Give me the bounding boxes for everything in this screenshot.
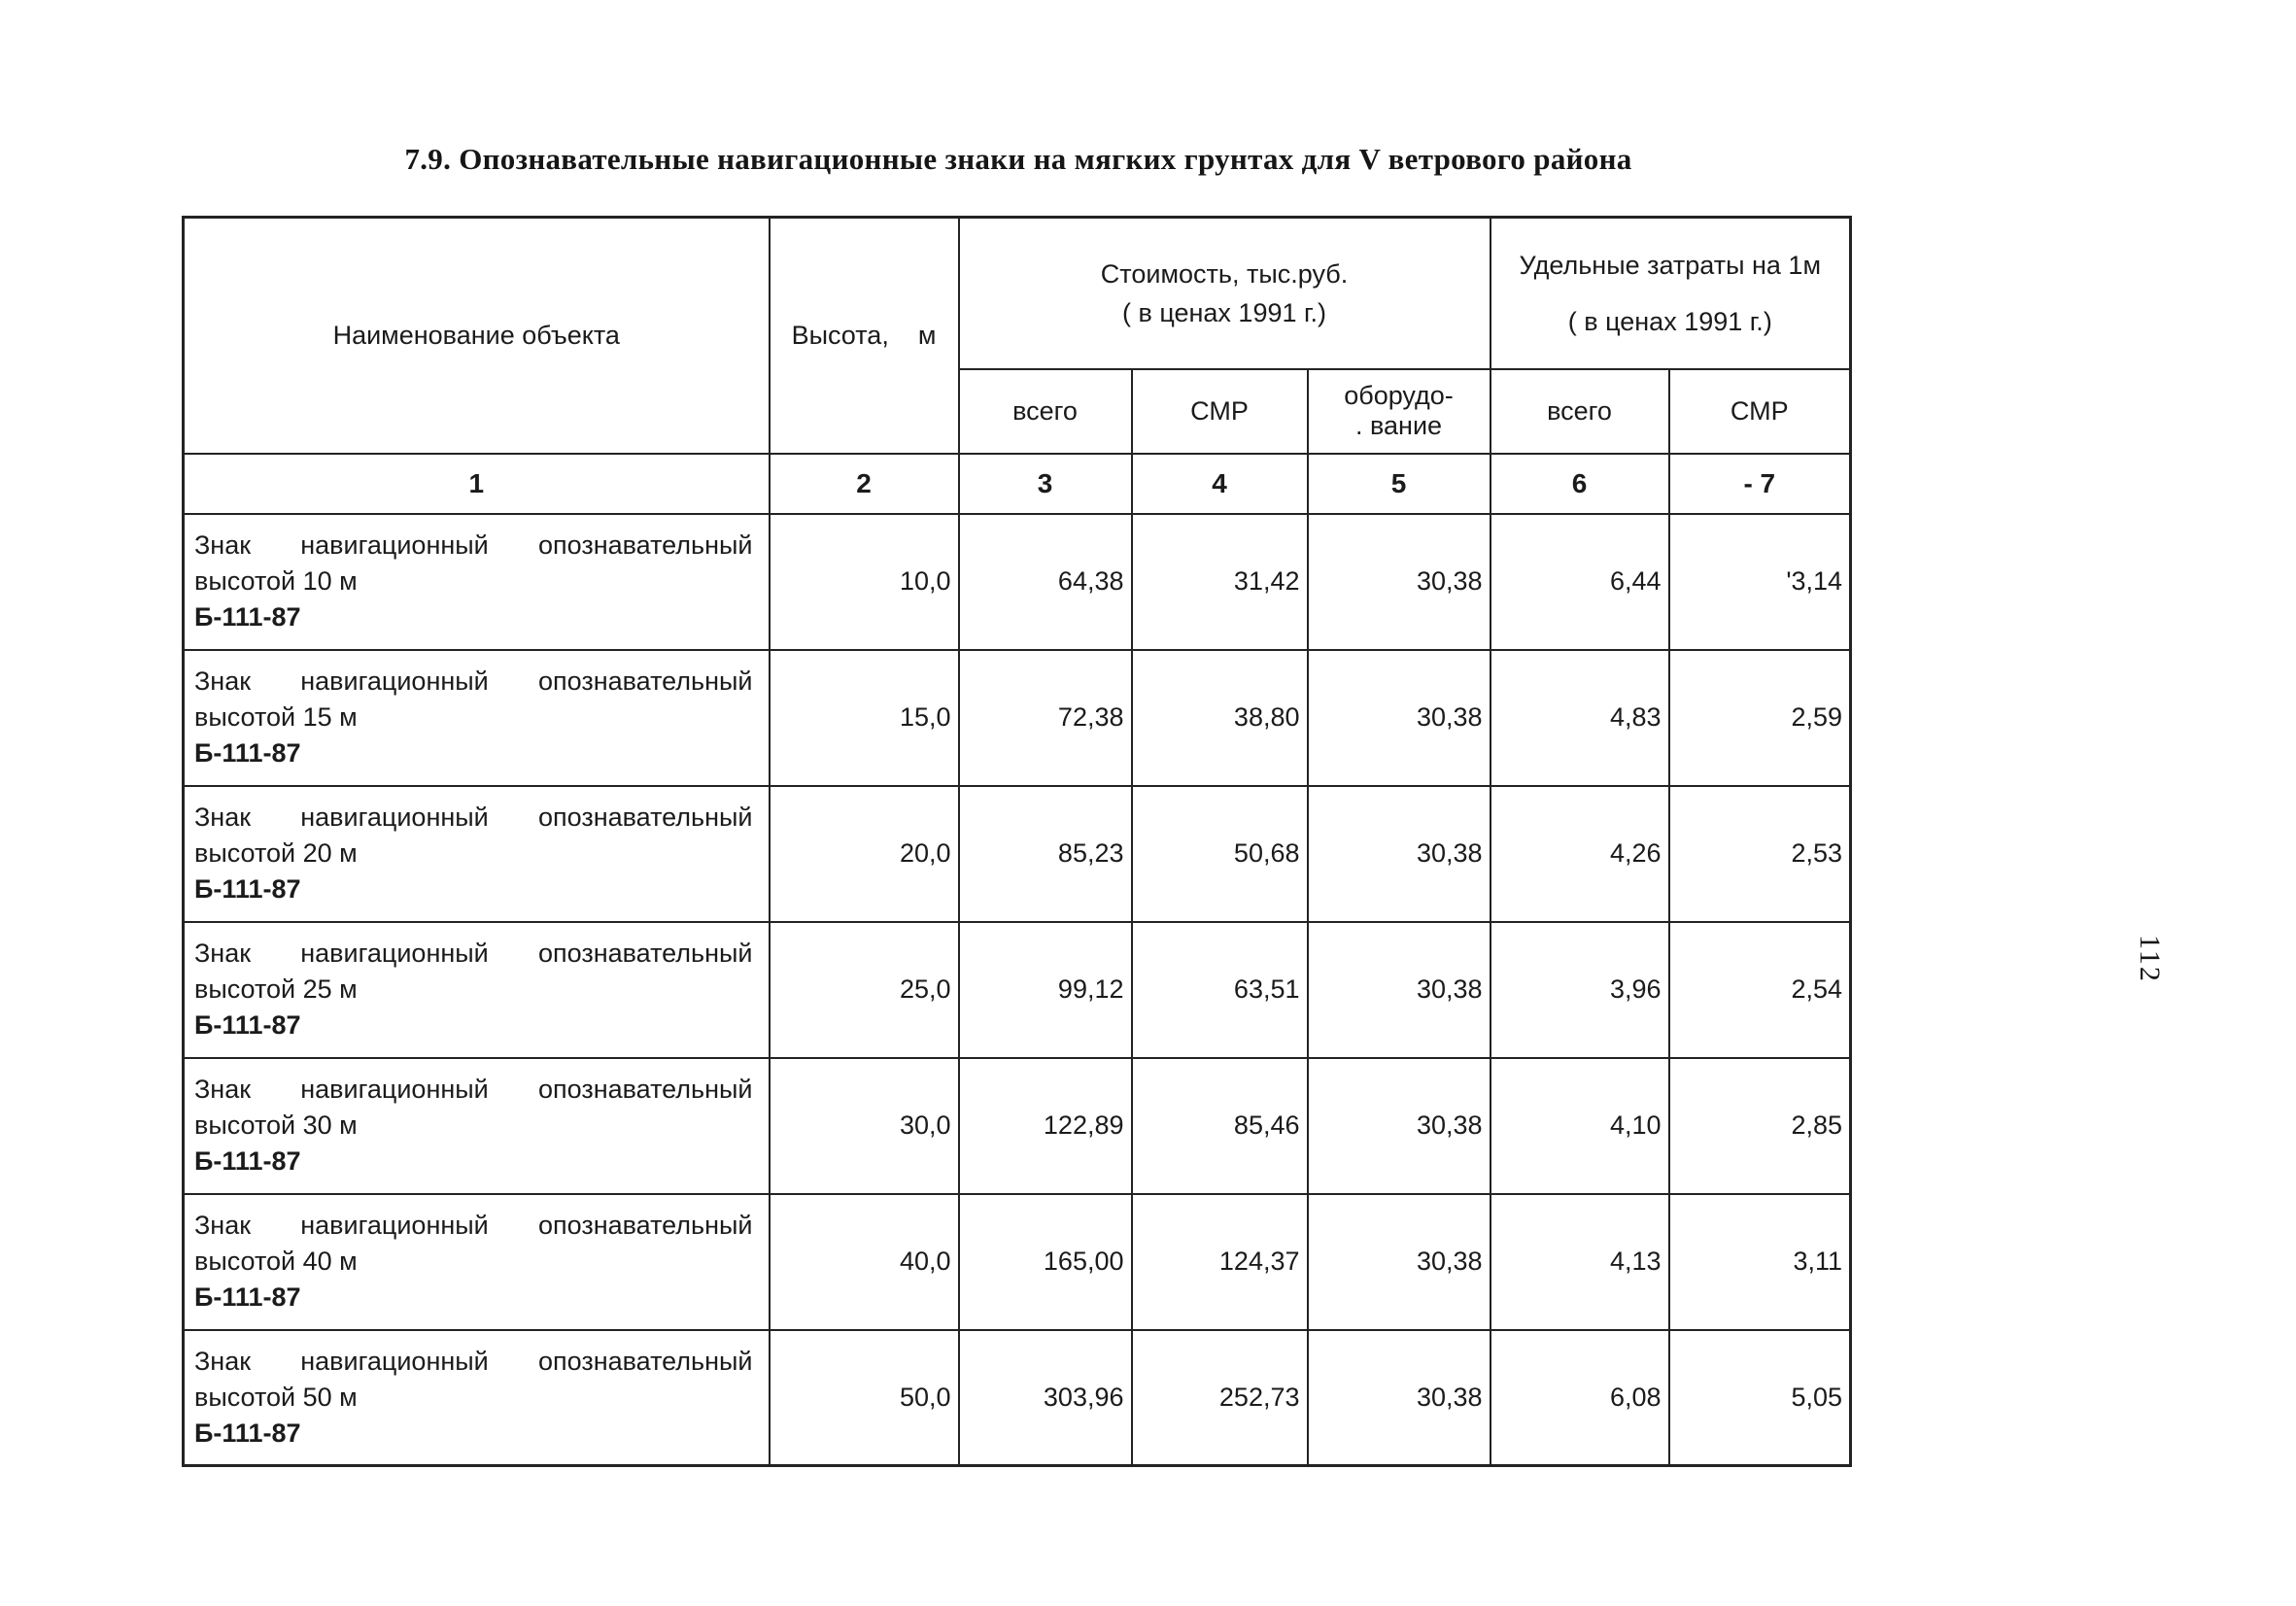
section-title: 7.9. Опознавательные навигационные знаки на мягких грунтах для V ветрового района [404, 142, 1632, 176]
height-cell: 30,0 [770, 1058, 959, 1194]
cost-smr-cell: 124,37 [1132, 1194, 1308, 1330]
height-cell: 15,0 [770, 650, 959, 786]
object-name-line3: Б-111-87 [194, 874, 301, 904]
group-header-row [184, 218, 1851, 369]
equipment-header-line1: оборудо- [1344, 381, 1454, 410]
object-name-line1: Знак навигационный опознавательный [194, 666, 753, 696]
table-row [184, 1330, 1851, 1466]
unit-total-cell: 4,26 [1491, 786, 1669, 922]
cost-smr-cell: 252,73 [1132, 1330, 1308, 1466]
object-name-line3: Б-111-87 [194, 738, 301, 768]
unit-total-header: всего [1491, 369, 1669, 454]
object-name-line3: Б-111-87 [194, 602, 301, 632]
object-name-line2: высотой 10 м [194, 566, 358, 596]
object-name-line2: высотой 40 м [194, 1247, 358, 1276]
object-name-cell [184, 514, 770, 650]
column-number-4: 4 [1132, 454, 1308, 514]
signs-cost-table [182, 216, 1852, 1467]
unit-smr-cell: '3,14 [1669, 514, 1851, 650]
cost-total-cell: 85,23 [959, 786, 1132, 922]
object-name-cell [184, 922, 770, 1058]
table-row [184, 1194, 1851, 1330]
equipment-cost-cell: 30,38 [1308, 1330, 1491, 1466]
height-cell: 10,0 [770, 514, 959, 650]
unit-cost-group-header [1491, 218, 1851, 369]
cost-smr-cell: 31,42 [1132, 514, 1308, 650]
object-name-cell [184, 1194, 770, 1330]
table-row [184, 1058, 1851, 1194]
cost-total-cell: 99,12 [959, 922, 1132, 1058]
cost-group-subtitle: ( в ценах 1991 г.) [1121, 297, 1327, 327]
object-name-cell [184, 786, 770, 922]
equipment-cost-cell: 30,38 [1308, 514, 1491, 650]
object-name-line1: Знак навигационный опознавательный [194, 1211, 753, 1240]
object-name-line3: Б-111-87 [194, 1282, 301, 1312]
object-name-line2: высотой 50 м [194, 1382, 358, 1412]
unit-total-cell: 4,13 [1491, 1194, 1669, 1330]
cost-smr-header: СМР [1132, 369, 1308, 454]
column-number-3: 3 [959, 454, 1132, 514]
equipment-header-line2: . вание [1354, 411, 1443, 440]
height-cell: 40,0 [770, 1194, 959, 1330]
height-cell: 20,0 [770, 786, 959, 922]
equipment-cost-cell: 30,38 [1308, 650, 1491, 786]
object-name-line3: Б-111-87 [194, 1010, 301, 1040]
table-row [184, 786, 1851, 922]
cost-equipment-header [1308, 369, 1491, 454]
cost-total-cell: 64,38 [959, 514, 1132, 650]
object-name-line1: Знак навигационный опознавательный [194, 939, 753, 968]
unit-total-cell: 4,10 [1491, 1058, 1669, 1194]
object-name-line2: высотой 30 м [194, 1111, 358, 1140]
unit-smr-cell: 2,85 [1669, 1058, 1851, 1194]
object-name-line2: высотой 15 м [194, 702, 358, 732]
unit-total-cell: 3,96 [1491, 922, 1669, 1058]
unit-smr-cell: 2,54 [1669, 922, 1851, 1058]
height-cell: 25,0 [770, 922, 959, 1058]
cost-smr-cell: 50,68 [1132, 786, 1308, 922]
object-name-line2: высотой 20 м [194, 838, 358, 868]
equipment-cost-cell: 30,38 [1308, 922, 1491, 1058]
page-number: 112 [2134, 935, 2166, 983]
cost-smr-cell: 38,80 [1132, 650, 1308, 786]
object-name-line3: Б-111-87 [194, 1418, 301, 1448]
column-number-7: - 7 [1669, 454, 1851, 514]
cost-total-cell: 165,00 [959, 1194, 1132, 1330]
unit-smr-cell: 5,05 [1669, 1330, 1851, 1466]
object-name-line1: Знак навигационный опознавательный [194, 1075, 753, 1104]
object-name-line3: Б-111-87 [194, 1146, 301, 1176]
height-column-header: Высота, м [770, 218, 959, 454]
height-cell: 50,0 [770, 1330, 959, 1466]
name-column-header: Наименование объекта [184, 218, 770, 454]
table-row [184, 650, 1851, 786]
unit-group-title: Удельные затраты на 1м [1519, 250, 1822, 280]
unit-total-cell: 6,08 [1491, 1330, 1669, 1466]
unit-total-cell: 4,83 [1491, 650, 1669, 786]
table-row [184, 514, 1851, 650]
object-name-line1: Знак навигационный опознавательный [194, 1346, 753, 1376]
object-name-cell [184, 650, 770, 786]
equipment-cost-cell: 30,38 [1308, 786, 1491, 922]
table-row [184, 922, 1851, 1058]
cost-group-header [959, 218, 1491, 369]
unit-smr-cell: 2,59 [1669, 650, 1851, 786]
unit-group-subtitle: ( в ценах 1991 г.) [1567, 306, 1772, 336]
unit-smr-header: СМР [1669, 369, 1851, 454]
column-number-1: 1 [184, 454, 770, 514]
column-number-5: 5 [1308, 454, 1491, 514]
object-name-cell [184, 1058, 770, 1194]
object-name-line1: Знак навигационный опознавательный [194, 530, 753, 560]
object-name-cell [184, 1330, 770, 1466]
unit-total-cell: 6,44 [1491, 514, 1669, 650]
cost-total-header: всего [959, 369, 1132, 454]
unit-smr-cell: 2,53 [1669, 786, 1851, 922]
equipment-cost-cell: 30,38 [1308, 1058, 1491, 1194]
cost-group-title: Стоимость, тыс.руб. [1100, 258, 1349, 289]
column-number-2: 2 [770, 454, 959, 514]
cost-smr-cell: 85,46 [1132, 1058, 1308, 1194]
cost-total-cell: 122,89 [959, 1058, 1132, 1194]
cost-total-cell: 72,38 [959, 650, 1132, 786]
cost-total-cell: 303,96 [959, 1330, 1132, 1466]
column-number-6: 6 [1491, 454, 1669, 514]
unit-smr-cell: 3,11 [1669, 1194, 1851, 1330]
cost-smr-cell: 63,51 [1132, 922, 1308, 1058]
object-name-line2: высотой 25 м [194, 974, 358, 1004]
equipment-cost-cell: 30,38 [1308, 1194, 1491, 1330]
column-number-row [184, 454, 1851, 514]
object-name-line1: Знак навигационный опознавательный [194, 803, 753, 832]
